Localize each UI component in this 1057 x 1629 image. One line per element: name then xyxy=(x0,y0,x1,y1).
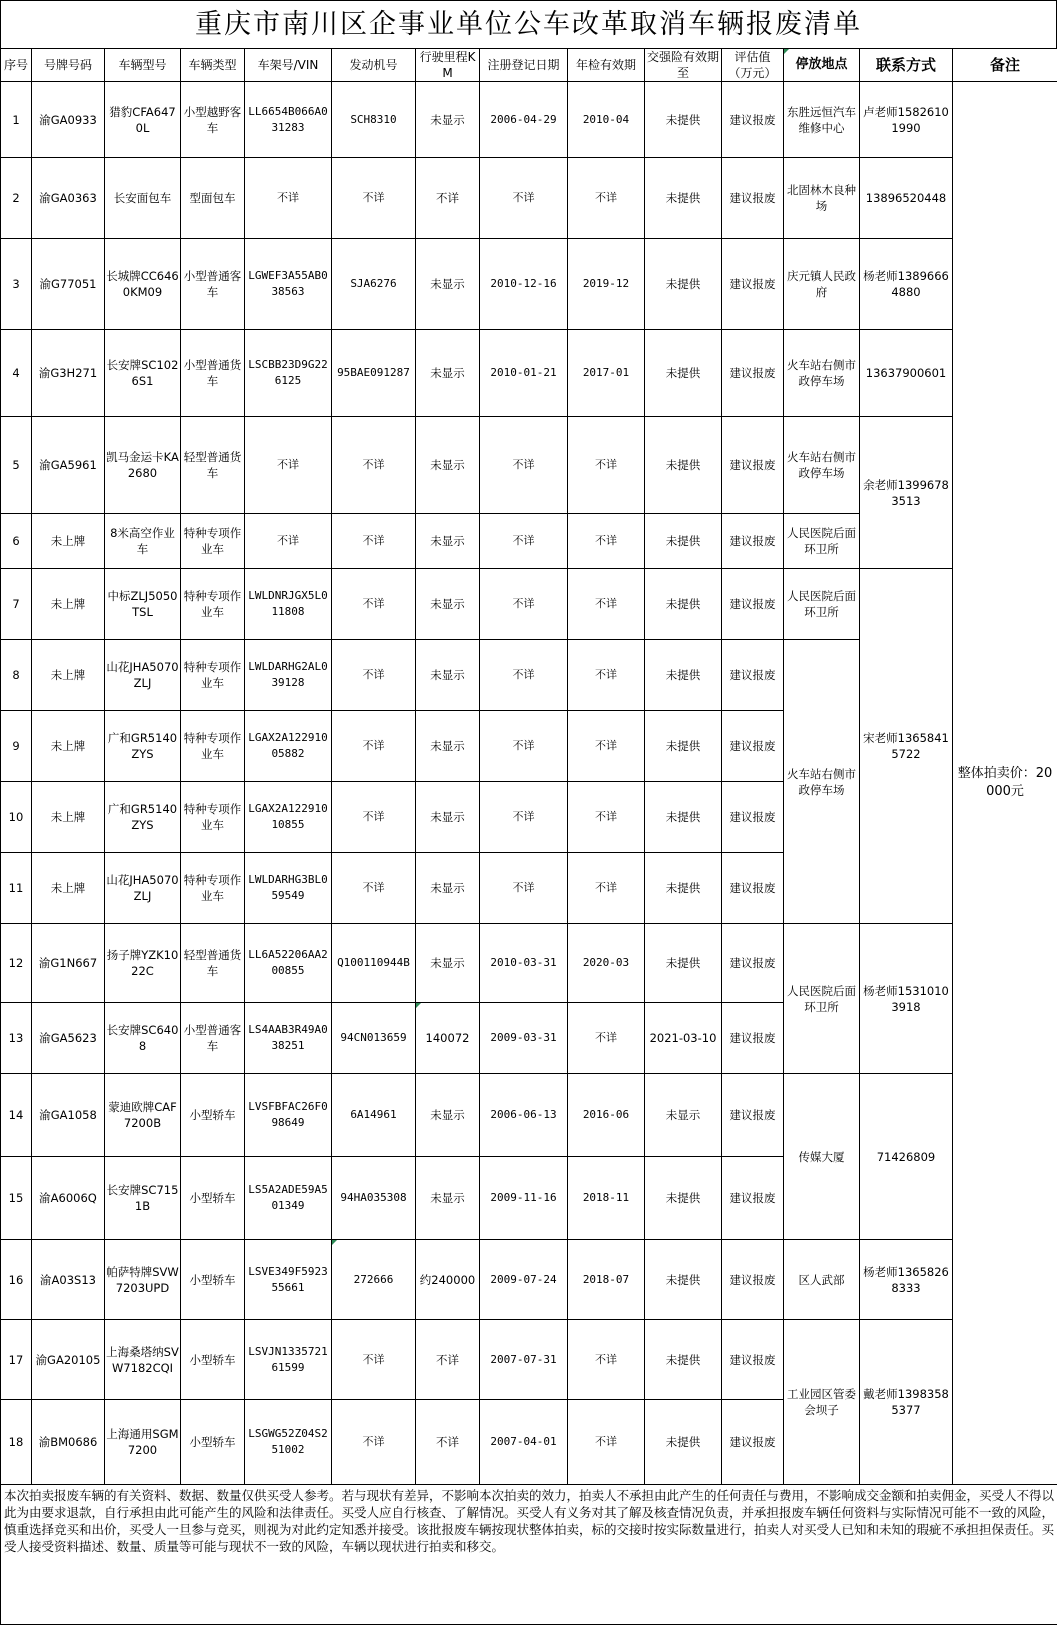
cell-engine: 不详 xyxy=(332,711,416,782)
page-title: 重庆市南川区企事业单位公车改革取消车辆报废清单 xyxy=(0,0,1057,48)
cell-model: 山花JHA5070ZLJ xyxy=(105,640,181,711)
cell-mileage: 未显示 xyxy=(416,569,480,640)
cell-engine: 6A14961 xyxy=(332,1074,416,1157)
cell-plate: 渝GA0363 xyxy=(32,158,105,239)
cell-insurance: 未提供 xyxy=(645,782,722,853)
cell-engine: 不详 xyxy=(332,782,416,853)
table-row xyxy=(1,1240,1057,1320)
cell-seq: 10 xyxy=(1,782,32,853)
cell-vin: LSVE349F592355661 xyxy=(245,1240,332,1320)
header-inspection: 年检有效期 xyxy=(568,49,645,82)
cell-vin: LGAX2A12291010855 xyxy=(245,782,332,853)
cell-model: 长城牌CC6460KM09 xyxy=(105,239,181,330)
cell-inspection: 不详 xyxy=(568,782,645,853)
cell-vin: LWLDARHG3BL059549 xyxy=(245,853,332,924)
cell-valuation: 建议报废 xyxy=(722,158,784,239)
cell-reg-date: 不详 xyxy=(480,569,568,640)
cell-contact: 13896520448 xyxy=(860,158,953,239)
cell-seq: 9 xyxy=(1,711,32,782)
header-vin: 车架号/VIN xyxy=(245,49,332,82)
cell-seq: 13 xyxy=(1,1003,32,1074)
cell-mileage: 不详 xyxy=(416,1400,480,1485)
cell-valuation: 建议报废 xyxy=(722,514,784,569)
cell-seq: 3 xyxy=(1,239,32,330)
cell-valuation: 建议报废 xyxy=(722,239,784,330)
cell-insurance: 2021-03-10 xyxy=(645,1003,722,1074)
cell-mileage: 不详 xyxy=(416,158,480,239)
cell-inspection: 不详 xyxy=(568,1320,645,1400)
cell-model: 长安牌SC6408 xyxy=(105,1003,181,1074)
cell-location: 北固林木良种场 xyxy=(784,158,860,239)
cell-mileage: 未显示 xyxy=(416,853,480,924)
cell-type: 型面包车 xyxy=(181,158,245,239)
table-row xyxy=(1,417,1057,514)
cell-reg-date: 不详 xyxy=(480,711,568,782)
cell-insurance: 未提供 xyxy=(645,1400,722,1485)
cell-model: 扬子牌YZK1022C xyxy=(105,924,181,1003)
cell-remark: 整体拍卖价：20000元 xyxy=(953,82,1057,1485)
cell-engine: SJA6276 xyxy=(332,239,416,330)
cell-mileage: 未显示 xyxy=(416,711,480,782)
table-row xyxy=(1,1320,1057,1400)
cell-valuation: 建议报废 xyxy=(722,924,784,1003)
cell-reg-date: 2009-03-31 xyxy=(480,1003,568,1074)
cell-contact: 宋老师13658415722 xyxy=(860,569,953,924)
cell-model: 凯马金运卡KA2680 xyxy=(105,417,181,514)
cell-inspection: 2010-04 xyxy=(568,82,645,158)
cell-valuation: 建议报废 xyxy=(722,1320,784,1400)
cell-reg-date: 2009-11-16 xyxy=(480,1157,568,1240)
cell-insurance: 未提供 xyxy=(645,417,722,514)
cell-insurance: 未提供 xyxy=(645,1157,722,1240)
cell-type: 小型轿车 xyxy=(181,1074,245,1157)
cell-contact: 余老师13996783513 xyxy=(860,417,953,569)
cell-seq: 2 xyxy=(1,158,32,239)
cell-insurance: 未提供 xyxy=(645,640,722,711)
cell-insurance: 未提供 xyxy=(645,239,722,330)
table-row xyxy=(1,82,1057,158)
cell-seq: 5 xyxy=(1,417,32,514)
cell-engine: 不详 xyxy=(332,569,416,640)
cell-reg-date: 不详 xyxy=(480,514,568,569)
cell-plate: 渝GA5961 xyxy=(32,417,105,514)
cell-type: 小型普通货车 xyxy=(181,330,245,417)
cell-type: 轻型普通货车 xyxy=(181,417,245,514)
cell-insurance: 未提供 xyxy=(645,158,722,239)
header-insurance: 交强险有效期至 xyxy=(645,49,722,82)
cell-type: 小型轿车 xyxy=(181,1157,245,1240)
cell-mileage: 未显示 xyxy=(416,640,480,711)
cell-model: 帕萨特牌SVW7203UPD xyxy=(105,1240,181,1320)
cell-valuation: 建议报废 xyxy=(722,1003,784,1074)
cell-inspection: 不详 xyxy=(568,711,645,782)
cell-contact: 杨老师15310103918 xyxy=(860,924,953,1074)
cell-type: 特种专项作业车 xyxy=(181,782,245,853)
cell-mileage: 未显示 xyxy=(416,330,480,417)
cell-inspection: 2016-06 xyxy=(568,1074,645,1157)
cell-seq: 11 xyxy=(1,853,32,924)
cell-engine: 不详 xyxy=(332,514,416,569)
cell-reg-date: 不详 xyxy=(480,640,568,711)
cell-vin: LSGWG52Z04S251002 xyxy=(245,1400,332,1485)
cell-vin: LGWEF3A55AB038563 xyxy=(245,239,332,330)
header-location: 停放地点 xyxy=(784,49,860,82)
cell-insurance: 未提供 xyxy=(645,514,722,569)
cell-valuation: 建议报废 xyxy=(722,1074,784,1157)
cell-mileage: 140072 xyxy=(416,1003,480,1074)
cell-reg-date: 2007-07-31 xyxy=(480,1320,568,1400)
cell-mileage: 未显示 xyxy=(416,514,480,569)
cell-plate: 未上牌 xyxy=(32,853,105,924)
cell-plate: 渝GA20105 xyxy=(32,1320,105,1400)
cell-engine: Q100110944B xyxy=(332,924,416,1003)
cell-valuation: 建议报废 xyxy=(722,711,784,782)
cell-type: 小型轿车 xyxy=(181,1240,245,1320)
vehicle-table xyxy=(0,48,1057,1625)
disclaimer-note: 本次拍卖报废车辆的有关资料、数据、数量仅供买受人参考。若与现状有差异，不影响本次拍卖的效力，拍卖人不承担由此产生的任何责任与费用，不影响成交金额和拍卖佣金，买受人不得以此为由要求退款，自行承担由此可能产生的风险和法律责任。买受人应自行核查、了解情况。买受人有义务对其了解及核查情况负责，并承担报废车辆任何资料与实际情况可能不一致的风险，慎重选择竞买和出价，买受人一旦参与竞买，则视为对此约定知悉并接受。该批报废车辆按现状整体拍卖，标的交接时按实际数量进行，拍卖人对买受人已知和未知的瑕疵不承担担保责任。买受人接受资料描述、数量、质量等可能与现状不一致的风险，车辆以现状进行拍卖和移交。 xyxy=(1,1485,1057,1625)
cell-plate: 渝GA5623 xyxy=(32,1003,105,1074)
cell-inspection: 2019-12 xyxy=(568,239,645,330)
header-type: 车辆类型 xyxy=(181,49,245,82)
cell-reg-date: 不详 xyxy=(480,853,568,924)
cell-type: 小型普通客车 xyxy=(181,239,245,330)
cell-contact: 卢老师15826101990 xyxy=(860,82,953,158)
cell-contact: 杨老师13896664880 xyxy=(860,239,953,330)
cell-plate: 渝G3H271 xyxy=(32,330,105,417)
table-row xyxy=(1,924,1057,1003)
cell-valuation: 建议报废 xyxy=(722,330,784,417)
header-reg-date: 注册登记日期 xyxy=(480,49,568,82)
cell-model: 长安牌SC7151B xyxy=(105,1157,181,1240)
cell-mileage: 未显示 xyxy=(416,239,480,330)
header-contact: 联系方式 xyxy=(860,49,953,82)
cell-location: 人民医院后面环卫所 xyxy=(784,924,860,1074)
cell-plate: 渝A6006Q xyxy=(32,1157,105,1240)
cell-insurance: 未显示 xyxy=(645,1074,722,1157)
cell-seq: 16 xyxy=(1,1240,32,1320)
cell-model: 上海通用SGM7200 xyxy=(105,1400,181,1485)
cell-seq: 8 xyxy=(1,640,32,711)
cell-reg-date: 2010-01-21 xyxy=(480,330,568,417)
cell-engine: 不详 xyxy=(332,1320,416,1400)
cell-location: 传媒大厦 xyxy=(784,1074,860,1240)
cell-engine: 272666 xyxy=(332,1240,416,1320)
cell-insurance: 未提供 xyxy=(645,330,722,417)
cell-mileage: 未显示 xyxy=(416,417,480,514)
cell-inspection: 不详 xyxy=(568,640,645,711)
cell-inspection: 不详 xyxy=(568,853,645,924)
cell-mileage: 未显示 xyxy=(416,924,480,1003)
cell-plate: 渝GA1058 xyxy=(32,1074,105,1157)
cell-seq: 12 xyxy=(1,924,32,1003)
cell-type: 小型越野客车 xyxy=(181,82,245,158)
cell-inspection: 2017-01 xyxy=(568,330,645,417)
cell-vin: LSVJN133572161599 xyxy=(245,1320,332,1400)
cell-seq: 1 xyxy=(1,82,32,158)
cell-engine: 95BAE091287 xyxy=(332,330,416,417)
cell-insurance: 未提供 xyxy=(645,924,722,1003)
cell-engine: 不详 xyxy=(332,417,416,514)
cell-location: 工业园区管委会坝子 xyxy=(784,1320,860,1485)
cell-mileage: 未显示 xyxy=(416,82,480,158)
cell-vin: LS5A2ADE59A501349 xyxy=(245,1157,332,1240)
cell-valuation: 建议报废 xyxy=(722,417,784,514)
cell-model: 长安牌SC1026S1 xyxy=(105,330,181,417)
cell-insurance: 未提供 xyxy=(645,1320,722,1400)
cell-engine: SCH8310 xyxy=(332,82,416,158)
cell-seq: 7 xyxy=(1,569,32,640)
cell-plate: 未上牌 xyxy=(32,711,105,782)
cell-type: 小型轿车 xyxy=(181,1320,245,1400)
header-engine: 发动机号 xyxy=(332,49,416,82)
cell-model: 山花JHA5070ZLJ xyxy=(105,853,181,924)
cell-plate: 渝G77051 xyxy=(32,239,105,330)
cell-inspection: 不详 xyxy=(568,158,645,239)
cell-type: 特种专项作业车 xyxy=(181,640,245,711)
cell-reg-date: 2006-06-13 xyxy=(480,1074,568,1157)
cell-reg-date: 2010-12-16 xyxy=(480,239,568,330)
table-row xyxy=(1,158,1057,239)
cell-insurance: 未提供 xyxy=(645,82,722,158)
cell-contact: 杨老师13658268333 xyxy=(860,1240,953,1320)
cell-type: 小型轿车 xyxy=(181,1400,245,1485)
cell-mileage: 未显示 xyxy=(416,1157,480,1240)
cell-model: 广和GR5140ZYS xyxy=(105,711,181,782)
cell-type: 特种专项作业车 xyxy=(181,853,245,924)
cell-valuation: 建议报废 xyxy=(722,569,784,640)
cell-engine: 94CN013659 xyxy=(332,1003,416,1074)
cell-type: 特种专项作业车 xyxy=(181,514,245,569)
cell-reg-date: 2009-07-24 xyxy=(480,1240,568,1320)
cell-engine: 不详 xyxy=(332,1400,416,1485)
header-seq: 序号 xyxy=(1,49,32,82)
cell-model: 广和GR5140ZYS xyxy=(105,782,181,853)
cell-valuation: 建议报废 xyxy=(722,640,784,711)
cell-seq: 18 xyxy=(1,1400,32,1485)
cell-reg-date: 2007-04-01 xyxy=(480,1400,568,1485)
cell-valuation: 建议报废 xyxy=(722,1240,784,1320)
cell-insurance: 未提供 xyxy=(645,569,722,640)
cell-vin: 不详 xyxy=(245,158,332,239)
cell-insurance: 未提供 xyxy=(645,711,722,782)
cell-contact: 13637900601 xyxy=(860,330,953,417)
cell-insurance: 未提供 xyxy=(645,853,722,924)
cell-model: 上海桑塔纳SVW7182CQI xyxy=(105,1320,181,1400)
cell-inspection: 不详 xyxy=(568,569,645,640)
cell-engine: 不详 xyxy=(332,158,416,239)
cell-location: 火车站右侧市政停车场 xyxy=(784,330,860,417)
cell-location: 人民医院后面环卫所 xyxy=(784,514,860,569)
cell-engine: 不详 xyxy=(332,853,416,924)
cell-inspection: 不详 xyxy=(568,514,645,569)
cell-inspection: 2018-07 xyxy=(568,1240,645,1320)
cell-inspection: 不详 xyxy=(568,1003,645,1074)
cell-mileage: 约240000 xyxy=(416,1240,480,1320)
cell-valuation: 建议报废 xyxy=(722,853,784,924)
cell-valuation: 建议报废 xyxy=(722,782,784,853)
cell-valuation: 建议报废 xyxy=(722,1400,784,1485)
cell-inspection: 2020-03 xyxy=(568,924,645,1003)
cell-vin: LS4AAB3R49A038251 xyxy=(245,1003,332,1074)
cell-type: 特种专项作业车 xyxy=(181,711,245,782)
cell-location: 庆元镇人民政府 xyxy=(784,239,860,330)
cell-reg-date: 2010-03-31 xyxy=(480,924,568,1003)
cell-model: 猎豹CFA6470L xyxy=(105,82,181,158)
cell-reg-date: 不详 xyxy=(480,417,568,514)
cell-seq: 17 xyxy=(1,1320,32,1400)
cell-type: 特种专项作业车 xyxy=(181,569,245,640)
cell-contact: 戴老师13983585377 xyxy=(860,1320,953,1485)
cell-inspection: 不详 xyxy=(568,1400,645,1485)
table-row xyxy=(1,1074,1057,1157)
table-row xyxy=(1,239,1057,330)
cell-plate: 渝A03S13 xyxy=(32,1240,105,1320)
cell-inspection: 2018-11 xyxy=(568,1157,645,1240)
header-mileage: 行驶里程KM xyxy=(416,49,480,82)
cell-location: 东胜远恒汽车维修中心 xyxy=(784,82,860,158)
header-model: 车辆型号 xyxy=(105,49,181,82)
cell-plate: 未上牌 xyxy=(32,569,105,640)
cell-location: 人民医院后面环卫所 xyxy=(784,569,860,640)
cell-plate: 未上牌 xyxy=(32,514,105,569)
cell-reg-date: 不详 xyxy=(480,782,568,853)
cell-seq: 15 xyxy=(1,1157,32,1240)
cell-vin: LSCBB23D9G226125 xyxy=(245,330,332,417)
cell-engine: 不详 xyxy=(332,640,416,711)
header-plate: 号牌号码 xyxy=(32,49,105,82)
cell-mileage: 未显示 xyxy=(416,782,480,853)
cell-vin: 不详 xyxy=(245,417,332,514)
cell-plate: 渝G1N667 xyxy=(32,924,105,1003)
cell-type: 轻型普通货车 xyxy=(181,924,245,1003)
header-valuation: 评估值（万元） xyxy=(722,49,784,82)
cell-plate: 渝BM0686 xyxy=(32,1400,105,1485)
cell-seq: 6 xyxy=(1,514,32,569)
cell-vin: LL6A52206AA200855 xyxy=(245,924,332,1003)
table-row xyxy=(1,330,1057,417)
header-row xyxy=(1,49,1057,82)
cell-valuation: 建议报废 xyxy=(722,1157,784,1240)
header-remark: 备注 xyxy=(953,49,1057,82)
cell-mileage: 未显示 xyxy=(416,1074,480,1157)
cell-insurance: 未提供 xyxy=(645,1240,722,1320)
cell-model: 中标ZLJ5050TSL xyxy=(105,569,181,640)
table-row xyxy=(1,569,1057,640)
cell-plate: 渝GA0933 xyxy=(32,82,105,158)
cell-vin: 不详 xyxy=(245,514,332,569)
cell-location: 区人武部 xyxy=(784,1240,860,1320)
cell-vin: LL6654B066A031283 xyxy=(245,82,332,158)
cell-model: 8米高空作业车 xyxy=(105,514,181,569)
cell-location: 火车站右侧市政停车场 xyxy=(784,640,860,924)
cell-contact: 71426809 xyxy=(860,1074,953,1240)
cell-type: 小型普通客车 xyxy=(181,1003,245,1074)
cell-vin: LVSFBFAC26F098649 xyxy=(245,1074,332,1157)
cell-inspection: 不详 xyxy=(568,417,645,514)
cell-model: 长安面包车 xyxy=(105,158,181,239)
cell-location: 火车站右侧市政停车场 xyxy=(784,417,860,514)
cell-model: 蒙迪欧牌CAF7200B xyxy=(105,1074,181,1157)
cell-mileage: 不详 xyxy=(416,1320,480,1400)
note-row xyxy=(1,1485,1057,1625)
cell-plate: 未上牌 xyxy=(32,782,105,853)
cell-seq: 14 xyxy=(1,1074,32,1157)
cell-seq: 4 xyxy=(1,330,32,417)
cell-plate: 未上牌 xyxy=(32,640,105,711)
cell-engine: 94HA035308 xyxy=(332,1157,416,1240)
cell-reg-date: 2006-04-29 xyxy=(480,82,568,158)
cell-vin: LGAX2A12291005882 xyxy=(245,711,332,782)
cell-reg-date: 不详 xyxy=(480,158,568,239)
cell-vin: LWLDARHG2AL039128 xyxy=(245,640,332,711)
cell-valuation: 建议报废 xyxy=(722,82,784,158)
cell-vin: LWLDNRJGX5L011808 xyxy=(245,569,332,640)
